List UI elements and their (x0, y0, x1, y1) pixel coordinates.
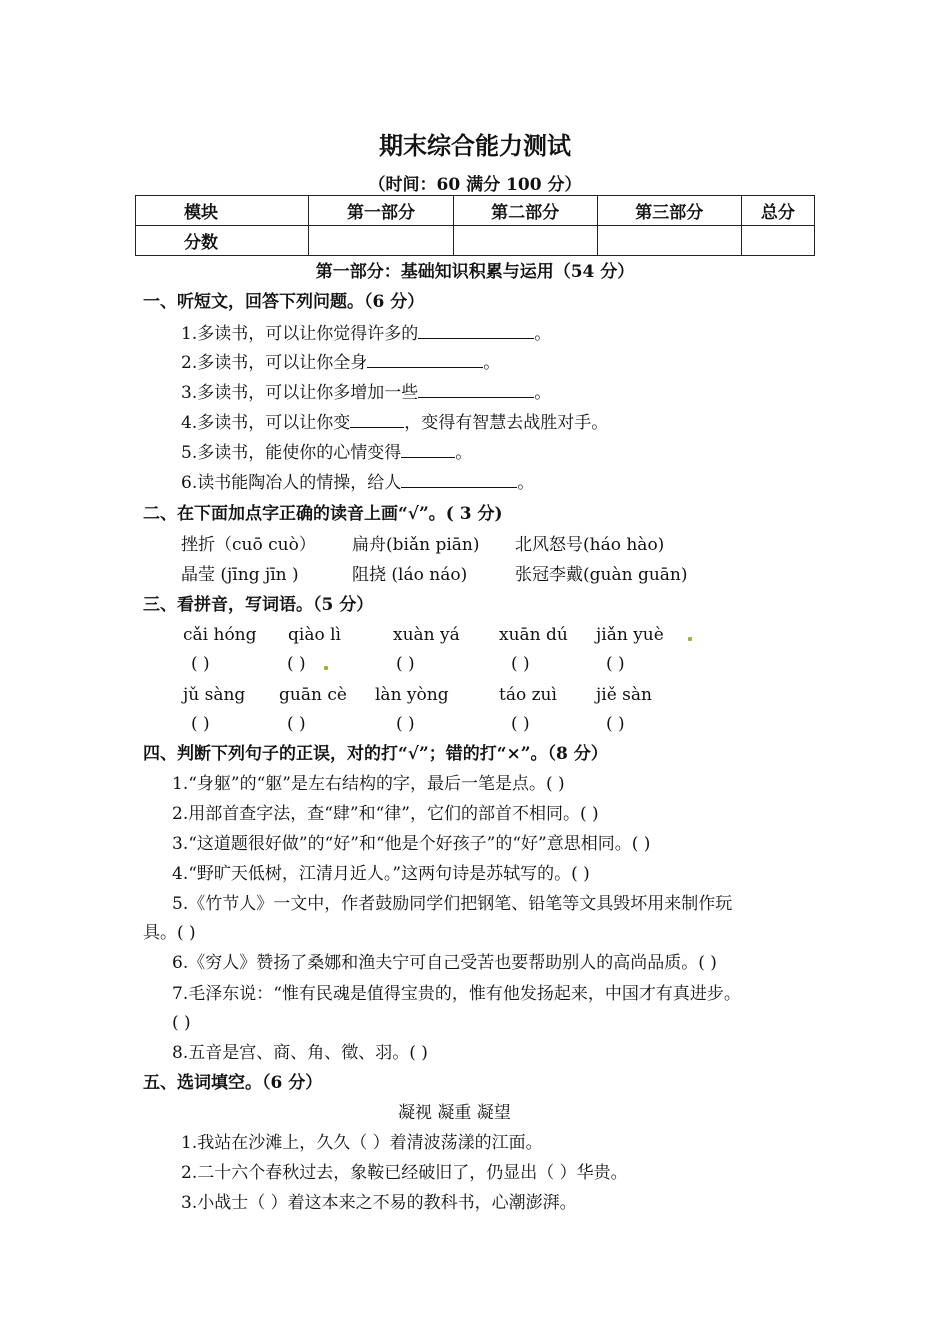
score-value-cell[interactable] (597, 226, 741, 256)
q1-item-end: 。 (534, 383, 552, 403)
q1-item-text: 2.多读书，可以让你全身 (181, 353, 368, 373)
q4-item: 5.《竹节人》一文中，作者鼓励同学们把钢笔、铅笔等文具毁坏用来制作玩 (172, 894, 733, 914)
score-table-value-row (136, 226, 815, 256)
q2-option[interactable]: 北风怒号(háo hào) (515, 535, 665, 555)
q2-option[interactable]: 挫折（cuō cuò） (181, 535, 316, 555)
part1-heading: 第一部分：基础知识积累与运用（54 分） (315, 262, 635, 282)
answer-blank[interactable] (350, 411, 404, 428)
score-value-cell[interactable] (309, 226, 453, 256)
q2-option[interactable]: 阻挠 (láo náo) (352, 565, 468, 585)
q5-item: 2.二十六个春秋过去，象鞍已经破旧了，仍显出（ ）华贵。 (181, 1163, 628, 1183)
q3-answer-box[interactable]: ( ) (191, 714, 210, 734)
q5-word-bank: 凝视 凝重 凝望 (398, 1103, 511, 1123)
q1-item-end: ，变得有智慧去战胜对手。 (404, 413, 609, 433)
q3-pinyin: guān cè (279, 685, 347, 705)
q2-option[interactable]: 晶莹 (jīng jīn ) (181, 565, 299, 585)
score-header-cell: 第三部分 (597, 196, 741, 226)
q3-pinyin: jǔ sàng (183, 685, 246, 705)
q1-item-end: 。 (534, 324, 552, 344)
q3-heading: 三、看拼音，写词语。（5 分） (143, 595, 374, 615)
score-value-cell[interactable] (741, 226, 814, 256)
q5-heading: 五、选词填空。（6 分） (143, 1073, 323, 1093)
q1-item-end: 。 (455, 443, 473, 463)
q1-item-5 (181, 441, 472, 464)
q1-item-text: 4.多读书，可以让你变 (181, 413, 351, 433)
score-value-cell[interactable] (453, 226, 597, 256)
q3-answer-box[interactable]: ( ) (511, 654, 530, 674)
answer-blank[interactable] (401, 441, 455, 458)
q4-item: 6.《穷人》赞扬了桑娜和渔夫宁可自己受苦也要帮助别人的高尚品质。( ) (172, 953, 717, 973)
q1-item-end: 。 (483, 353, 501, 373)
score-row-label: 分数 (136, 226, 309, 256)
q4-item-continued: 具。( ) (143, 923, 196, 943)
q3-answer-box[interactable]: ( ) (396, 714, 415, 734)
q3-pinyin: jiě sàn (596, 685, 652, 705)
score-header-cell: 总分 (741, 196, 814, 226)
q4-item: 2.用部首查字法，查“肆”和“律”，它们的部首不相同。( ) (172, 804, 599, 824)
green-dot-mark (324, 666, 328, 670)
q4-item-continued: ( ) (172, 1013, 191, 1033)
q3-pinyin: cǎi hóng (183, 625, 257, 645)
q3-pinyin: xuàn yá (393, 625, 460, 645)
q3-answer-box[interactable]: ( ) (606, 654, 625, 674)
q2-heading: 二、在下面加点字正确的读音上画“√”。( 3 分) (143, 504, 503, 524)
answer-blank[interactable] (418, 381, 534, 398)
q3-pinyin: làn yòng (375, 685, 449, 705)
q1-item-3 (181, 381, 551, 404)
q3-answer-box[interactable]: ( ) (287, 654, 306, 674)
q3-answer-box[interactable]: ( ) (191, 654, 210, 674)
q4-heading: 四、判断下列句子的正误，对的打“√”；错的打“×”。（8 分） (143, 744, 608, 764)
q3-pinyin: jiǎn yuè (596, 625, 664, 645)
q4-item: 8.五音是宫、商、角、徵、羽。( ) (172, 1043, 428, 1063)
q5-item: 3.小战士（ ）着这本来之不易的教科书，心潮澎湃。 (181, 1193, 577, 1213)
score-table (135, 195, 815, 256)
score-header-cell: 第一部分 (309, 196, 453, 226)
q1-item-1 (181, 322, 551, 345)
score-table-header-row (136, 196, 815, 226)
q3-pinyin: xuān dú (499, 625, 568, 645)
q1-item-text: 3.多读书，可以让你多增加一些 (181, 383, 419, 403)
q3-answer-box[interactable]: ( ) (606, 714, 625, 734)
q1-heading: 一、听短文，回答下列问题。（6 分） (143, 292, 425, 312)
q3-pinyin: qiào lì (288, 625, 341, 645)
answer-blank[interactable] (418, 322, 534, 339)
q5-item: 1.我站在沙滩上，久久（ ）着清波荡漾的江面。 (181, 1133, 543, 1153)
q1-item-end: 。 (517, 473, 535, 493)
q1-item-text: 5.多读书，能使你的心情变得 (181, 443, 402, 463)
q3-answer-box[interactable]: ( ) (511, 714, 530, 734)
q4-item: 3.“这道题很好做”的“好”和“他是个好孩子”的“好”意思相同。( ) (172, 834, 651, 854)
q1-item-text: 6.读书能陶冶人的情操，给人 (181, 473, 402, 493)
q3-pinyin: táo zuì (499, 685, 557, 705)
q1-item-2 (181, 351, 500, 374)
answer-blank[interactable] (401, 471, 517, 488)
q4-item: 1.“身躯”的“躯”是左右结构的字，最后一笔是点。( ) (172, 774, 565, 794)
q3-answer-box[interactable]: ( ) (396, 654, 415, 674)
score-header-cell: 模块 (136, 196, 309, 226)
answer-blank[interactable] (367, 351, 483, 368)
q1-item-4 (181, 411, 608, 434)
q3-answer-box[interactable]: ( ) (287, 714, 306, 734)
q4-item: 4.“野旷天低树，江清月近人。”这两句诗是苏轼写的。( ) (172, 864, 590, 884)
q2-option[interactable]: 张冠李戴(guàn guān) (515, 565, 688, 585)
q2-option[interactable]: 扁舟(biǎn piān) (352, 535, 480, 555)
q1-item-6 (181, 471, 534, 494)
q1-item-text: 1.多读书，可以让你觉得许多的 (181, 324, 419, 344)
exam-subtitle: （时间：60 满分 100 分） (368, 175, 582, 195)
q4-item: 7.毛泽东说：“惟有民魂是值得宝贵的，惟有他发扬起来，中国才有真进步。 (172, 984, 741, 1004)
score-header-cell: 第二部分 (453, 196, 597, 226)
green-dot-mark (688, 637, 692, 641)
exam-title: 期末综合能力测试 (379, 131, 571, 160)
